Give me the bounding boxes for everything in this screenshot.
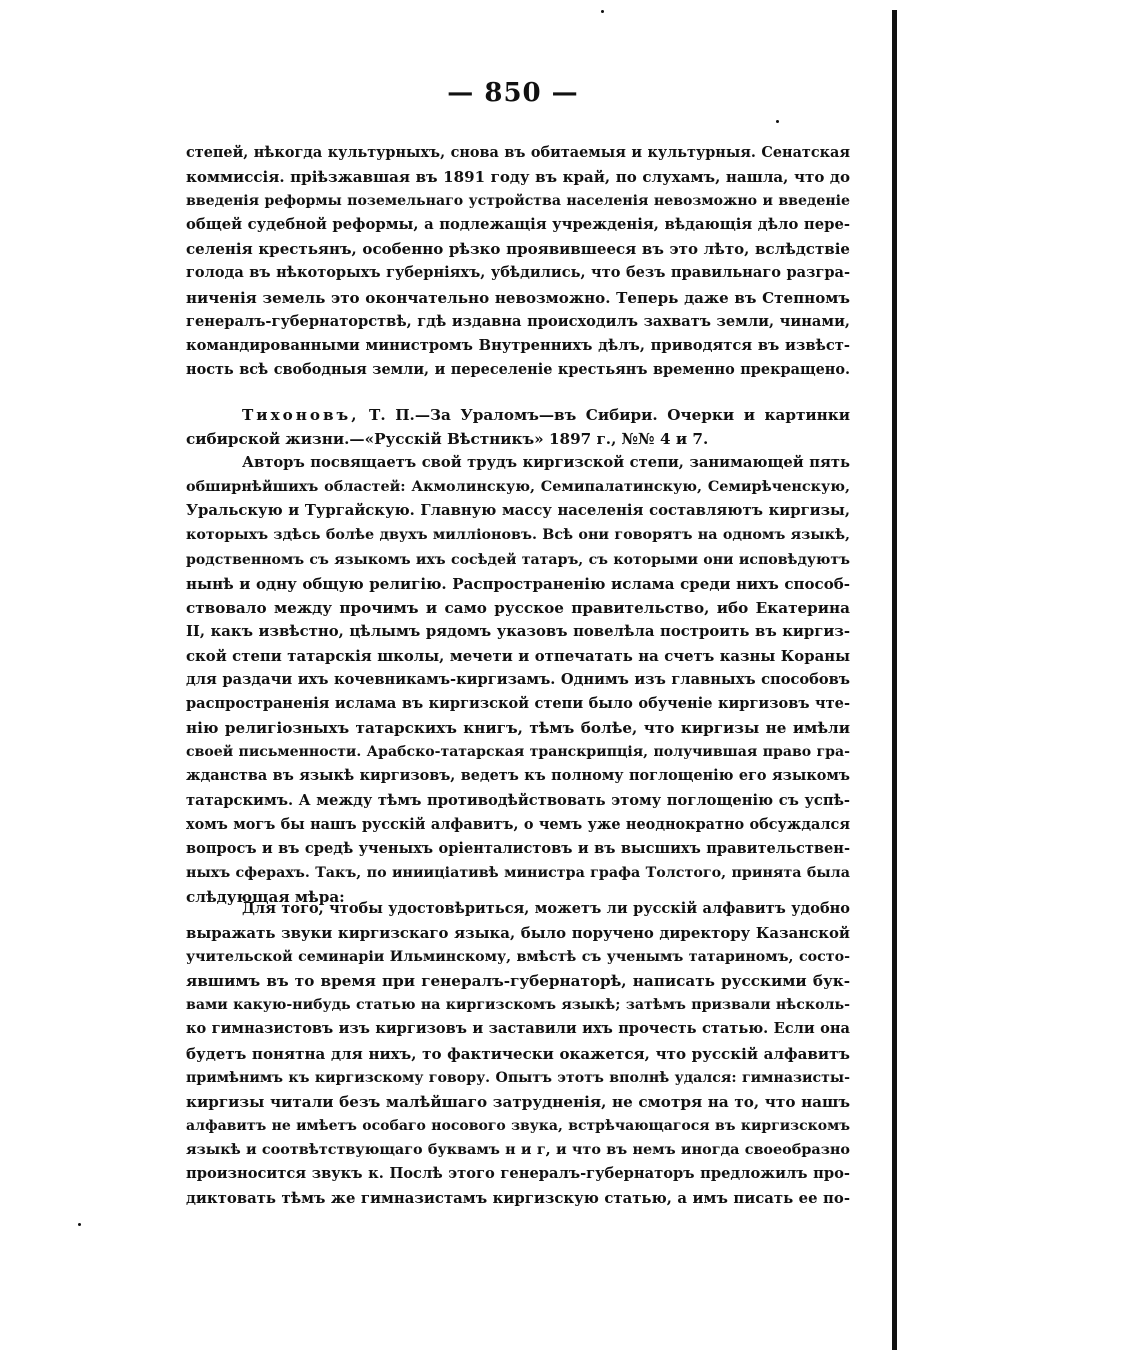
review-section (186, 403, 850, 909)
citation-title: Т. П.—За Ураломъ—въ Сибири. Очерки и картинки (359, 406, 850, 424)
text-line: киргизы читали безъ малѣйшаго затрудненія, не смотря на то, что нашъ (186, 1092, 850, 1111)
text-line: селенія крестьянъ, особенно рѣзко проявившееся въ это лѣто, вслѣдствіе (186, 240, 850, 259)
text-line: нынѣ и одну общую религію. Распространенію ислама среди нихъ способ- (186, 574, 850, 593)
text-line: коммиссія. пріѣзжавшая въ 1891 году въ край, по слухамъ, нашла, что до (186, 168, 850, 187)
citation-line-1 (186, 403, 850, 427)
text-line: вами какую-нибудь статью на киргизскомъ языкѣ; затѣмъ призвали нѣсколь- (186, 997, 850, 1014)
text-line: которыхъ здѣсь болѣе двухъ милліоновъ. Всѣ они говорятъ на одномъ языкѣ, (186, 527, 850, 544)
text-line: хомъ могъ бы нашъ русскій алфавитъ, о чемъ уже неоднократно обсуждался (186, 815, 850, 833)
text-line: генералъ-губернаторствѣ, гдѣ издавна происходилъ захватъ земли, чинами, (186, 312, 850, 330)
citation-author: Тихоновъ, (242, 406, 360, 424)
page-number: — 850 — (447, 78, 579, 108)
text-line: алфавитъ не имѣетъ особаго носового звука, встрѣчающагося въ киргизскомъ (186, 1117, 850, 1134)
text-line: Авторъ посвящаетъ свой трудъ киргизской степи, занимающей пять (242, 454, 850, 472)
text-line: вопросъ и въ средѣ ученыхъ оріенталистовъ и въ высшихъ правительствен- (186, 839, 850, 857)
text-line: ской степи татарскія школы, мечети и отпечатать на счетъ казны Кораны (186, 646, 850, 665)
text-line: ствовало между прочимъ и само русское правительство, ибо Екатерина (186, 598, 850, 617)
text-line: жданства въ языкѣ киргизовъ, ведетъ къ полному поглощенію его языкомъ (186, 767, 850, 785)
scan-speck (601, 10, 604, 13)
citation-line-2: сибирской жизни.—«Русскій Вѣстникъ» 1897 г., №№ 4 и 7. (186, 430, 709, 449)
text-line: ныхъ сферахъ. Такъ, по инииціативѣ министра графа Толстого, принята была (186, 864, 850, 881)
paragraph-1 (186, 141, 850, 382)
text-line: Уральскую и Тургайскую. Главную массу населенія составляютъ киргизы, (186, 502, 850, 520)
text-line: учительской семинаріи Ильминскому, вмѣстѣ съ ученымъ татариномъ, состо- (186, 949, 850, 966)
text-line: ниченія земель это окончательно невозможно. Теперь даже въ Степномъ (186, 288, 850, 307)
text-line: татарскимъ. А между тѣмъ противодѣйствовать этому поглощенію съ успѣ- (186, 791, 850, 809)
text-line: родственномъ съ языкомъ ихъ сосѣдей татаръ, съ которыми они исповѣдуютъ (186, 551, 850, 568)
text-line: ность всѣ свободныя земли, и переселеніе крестьянъ временно прекращено. (186, 360, 850, 378)
text-line: Для того, чтобы удостовѣриться, можетъ ли русскій алфавитъ удобно (242, 900, 850, 917)
text-line: будетъ понятна для нихъ, то фактически окажется, что русскій алфавитъ (186, 1044, 850, 1063)
text-line: ко гимназистовъ изъ киргизовъ и заставили ихъ прочесть статью. Если она (186, 1020, 850, 1038)
text-line: общей судебной реформы, а подлежащія учрежденія, вѣдающія дѣло пере- (186, 216, 850, 234)
text-line: выражать звуки киргизскаго языка, было поручено директору Казанской (186, 924, 850, 943)
text-line: слѣдующая мѣра: (186, 887, 345, 906)
text-line: языкѣ и соотвѣтствующаго буквамъ н и г, и что въ немъ иногда своеобразно (186, 1140, 850, 1158)
text-line: своей письменности. Арабско-татарская транскрипція, получившая право гра- (186, 744, 850, 761)
text-line: распространенія ислама въ киргизской степи было обученіе киргизовъ чте- (186, 695, 850, 713)
text-line: введенія реформы поземельнаго устройства населенія невозможно и введеніе (186, 193, 850, 210)
text-line: явшимъ въ то время при генералъ-губернаторѣ, написать русскими бук- (186, 972, 850, 991)
scan-speck (78, 1223, 81, 1226)
text-line: произносится звукъ к. Послѣ этого генералъ-губернаторъ предложилъ про- (186, 1165, 850, 1183)
text-line: голода въ нѣкоторыхъ губерніяхъ, убѣдились, что безъ правильнаго разгра- (186, 264, 850, 282)
text-line: примѣнимъ къ киргизскому говору. Опытъ этотъ вполнѣ удался: гимназисты- (186, 1069, 850, 1086)
text-line: нію религіозныхъ татарскихъ книгъ, тѣмъ болѣе, что киргизы не имѣли (186, 719, 850, 738)
text-line: II, какъ извѣстно, цѣлымъ рядомъ указовъ повелѣла построить въ киргиз- (186, 622, 850, 640)
paragraph-3 (186, 897, 850, 1210)
page-edge-rule (892, 10, 897, 1350)
text-line: степей, нѣкогда культурныхъ, снова въ обитаемыя и культурныя. Сенатская (186, 144, 850, 161)
scan-speck (776, 120, 779, 123)
text-line: для раздачи ихъ кочевникамъ-киргизамъ. Однимъ изъ главныхъ способовъ (186, 671, 850, 689)
text-line: диктовать тѣмъ же гимназистамъ киргизскую статью, а имъ писать ее по- (186, 1189, 850, 1208)
text-line: командированными министромъ Внутреннихъ дѣлъ, приводятся въ извѣст- (186, 336, 850, 354)
text-line: обширнѣйшихъ областей: Акмолинскую, Семипалатинскую, Семирѣченскую, (186, 478, 850, 496)
